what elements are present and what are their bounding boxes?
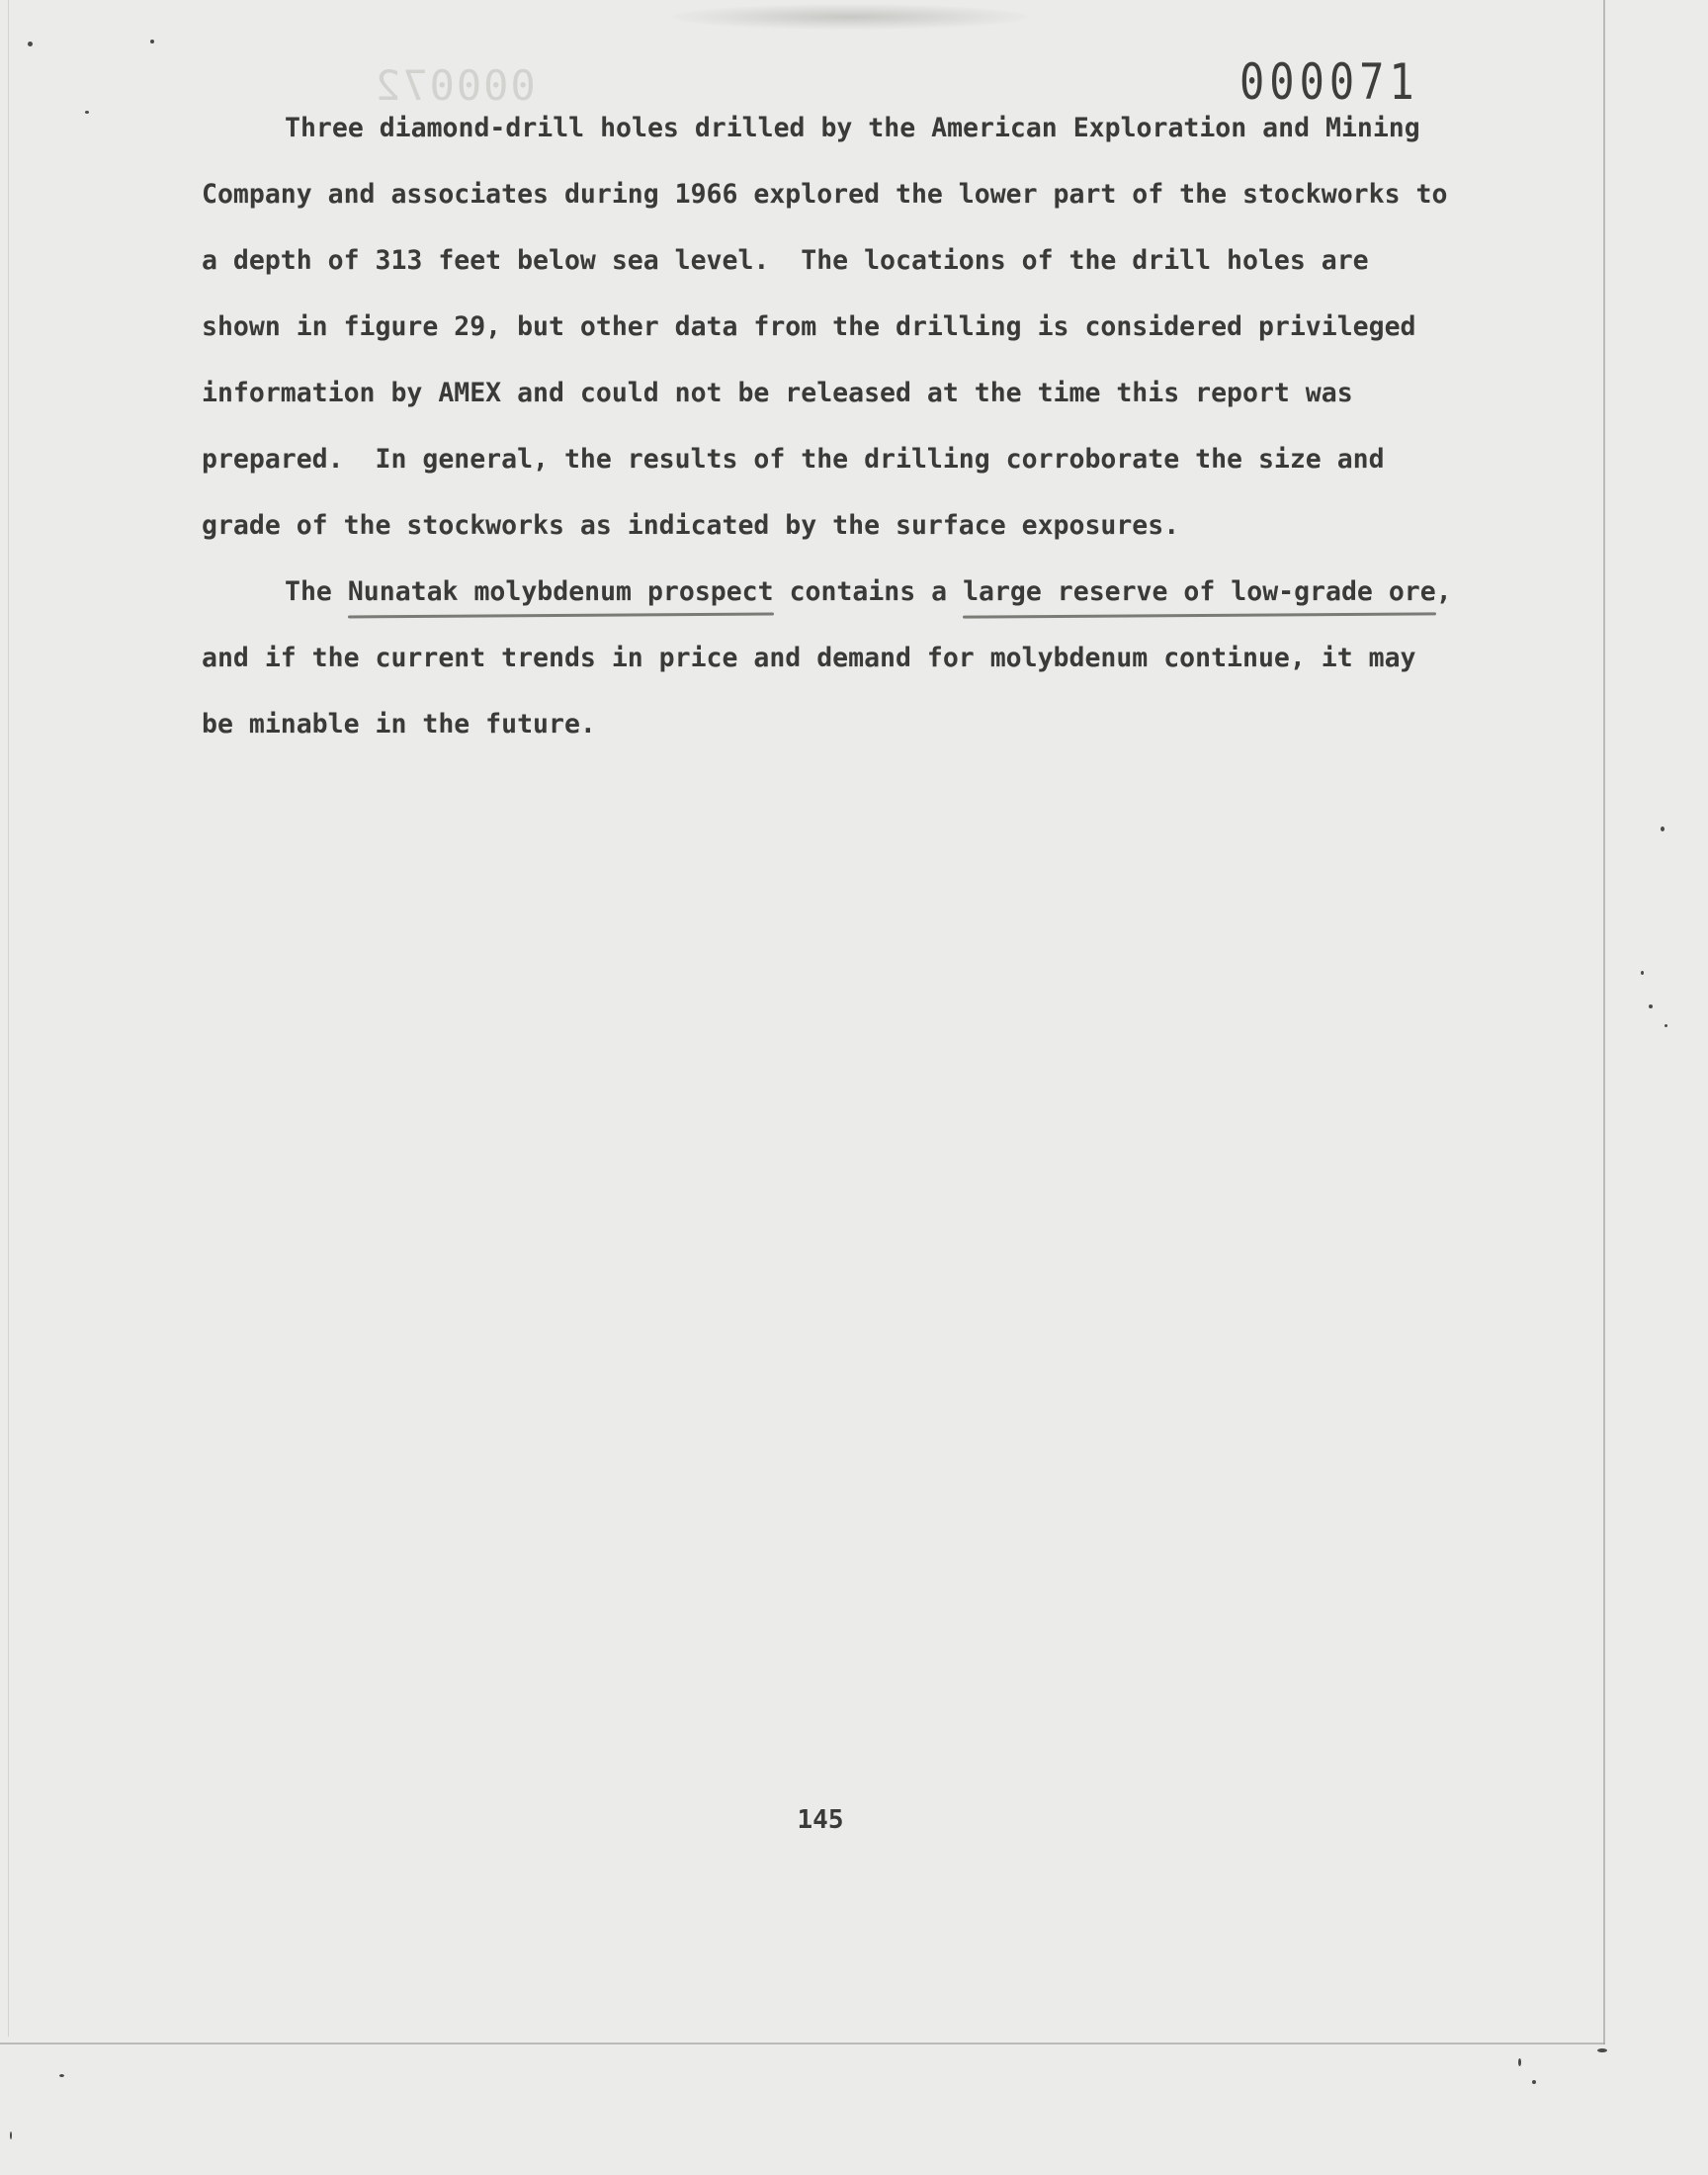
scan-speck (85, 111, 89, 114)
scan-speck (1532, 2080, 1536, 2084)
scan-speck (1518, 2058, 1521, 2066)
text-line: grade of the stockworks as indicated by the surface exposures. (202, 510, 1180, 541)
scan-speck (150, 40, 154, 44)
scan-speck (28, 42, 33, 46)
text-line: and if the current trends in price and demand for molybdenum continue, it may (202, 643, 1416, 673)
underlined-phrase: large reserve of low-grade ore (963, 559, 1436, 625)
scan-speck (1641, 971, 1644, 975)
page-edge-bottom (0, 2043, 1605, 2044)
text-fragment: , (1435, 576, 1452, 607)
text-line: information by AMEX and could not be released at the time this report was (202, 378, 1353, 408)
bleed-through-stamp: 000072 (374, 61, 536, 110)
scan-speck (1649, 1004, 1653, 1008)
text-line: a depth of 313 feet below sea level. The locations of the drill holes are (202, 245, 1369, 276)
scan-speck (59, 2074, 64, 2077)
text-line: be minable in the future. (202, 709, 596, 740)
page-number: 145 (797, 1805, 844, 1835)
document-stamp-number: 000071 (1239, 53, 1419, 111)
text-fragment: contains a (773, 576, 964, 607)
paragraph-1 (202, 95, 1585, 559)
text-fragment: The (285, 576, 348, 607)
text-line: shown in figure 29, but other data from the drilling is considered privileged (202, 311, 1416, 342)
scan-smudge (672, 4, 1028, 30)
text-line: Three diamond-drill holes drilled by the American Exploration and Mining (285, 113, 1420, 143)
underlined-phrase: Nunatak molybdenum prospect (348, 559, 774, 625)
scan-speck (1597, 2048, 1607, 2052)
scan-speck (10, 2132, 12, 2139)
scan-speck (1665, 1024, 1667, 1027)
page-edge-right (1603, 0, 1605, 2044)
text-line: Company and associates during 1966 explored the lower part of the stockworks to (202, 179, 1448, 210)
text-line: prepared. In general, the results of the drilling corroborate the size and (202, 444, 1385, 475)
text-line (202, 559, 1585, 625)
body-text (202, 95, 1585, 757)
paragraph-2 (202, 559, 1585, 757)
scan-speck (1661, 826, 1665, 831)
page-edge-left (8, 0, 9, 2037)
